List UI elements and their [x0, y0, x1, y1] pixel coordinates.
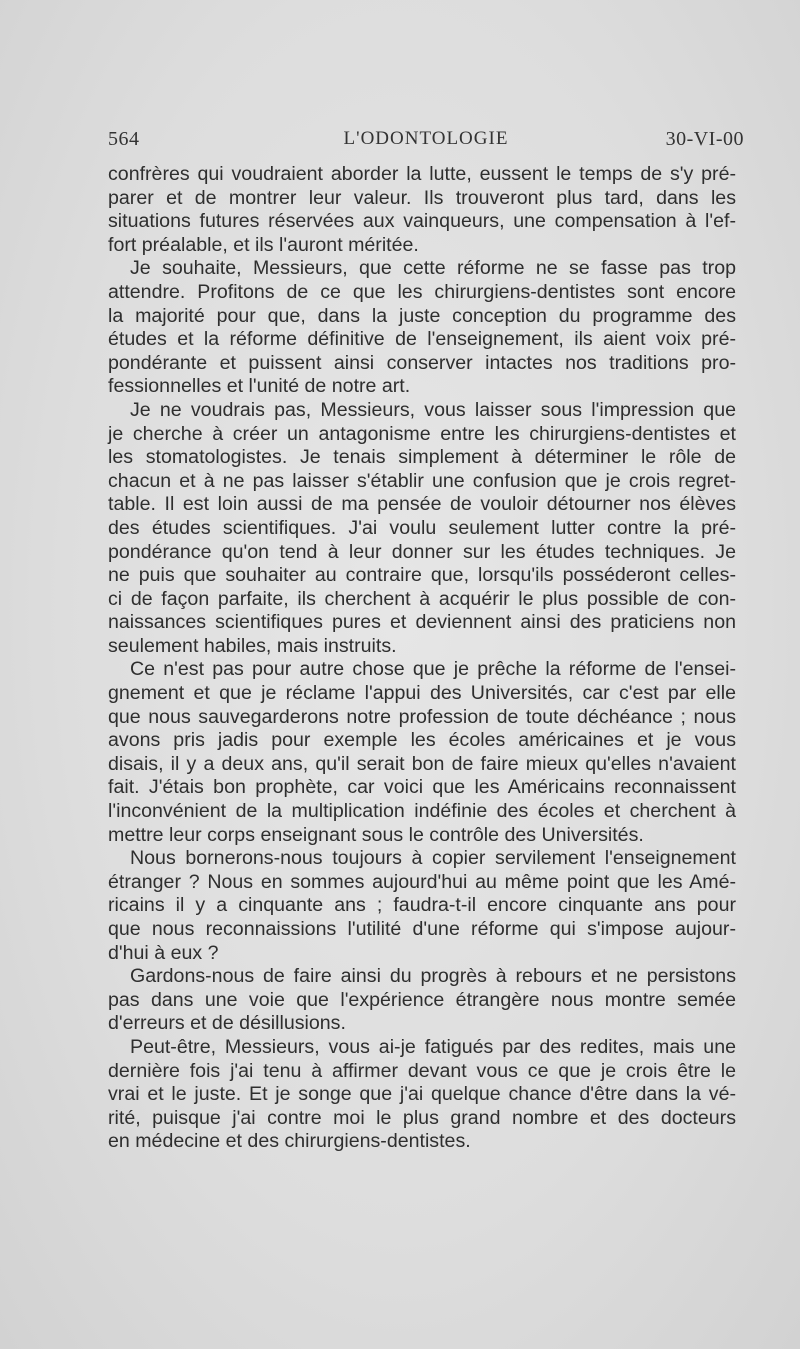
paragraph [108, 257, 736, 399]
text-line: disais, il y a deux ans, qu'il serait bon de faire mieux qu'elles n'avaient [108, 752, 736, 775]
text-line: Gardons-nous de faire ainsi du progrès à rebours et ne persistons [130, 965, 736, 988]
text-line: ci de façon parfaite, ils cherchent à acquérir le plus possible de con- [108, 587, 736, 610]
text-line: Je ne voudrais pas, Messieurs, vous laisser sous l'impression que [130, 398, 736, 421]
text-line: rité, puisque j'ai contre moi le plus grand nombre et des docteurs [108, 1106, 736, 1129]
text-line: Je souhaite, Messieurs, que cette réforme ne se fasse pas trop [130, 257, 736, 280]
text-line: études et la réforme définitive de l'enseignement, ils aient voix pré- [108, 328, 736, 351]
body-text [108, 163, 736, 1154]
paragraph [108, 658, 736, 847]
text-line: la majorité pour que, dans la juste conception du programme des [108, 304, 736, 327]
text-line: Peut-être, Messieurs, vous ai-je fatigués par des redites, mais une [130, 1035, 736, 1058]
text-line: situations futures réservées aux vainqueurs, une compensation à l'ef- [108, 210, 736, 233]
text-line: étranger ? Nous en sommes aujourd'hui au même point que les Amé- [108, 870, 736, 893]
paragraph [108, 163, 736, 257]
text-line: d'erreurs et de désillusions. [108, 1012, 346, 1035]
text-line: d'hui à eux ? [108, 941, 219, 964]
paragraph [108, 399, 736, 659]
text-line: pondérance qu'on tend à leur donner sur les études techniques. Je [108, 540, 736, 563]
text-line: fort préalable, et ils l'auront méritée. [108, 233, 419, 256]
text-line: attendre. Profitons de ce que les chirurgiens-dentistes sont encore [108, 280, 736, 303]
text-line: avons pris jadis pour exemple les écoles américaines et je vous [108, 729, 736, 752]
paragraph [108, 847, 736, 965]
text-line: fessionnelles et l'unité de notre art. [108, 375, 411, 398]
text-line: gnement et que je réclame l'appui des Universités, car c'est par elle [108, 682, 736, 705]
text-line: ne puis que souhaiter au contraire que, lorsqu'ils posséderont celles- [108, 564, 736, 587]
text-line: Ce n'est pas pour autre chose que je prêche la réforme de l'ensei- [130, 658, 736, 681]
running-header [108, 128, 744, 158]
text-line: table. Il est loin aussi de ma pensée de vouloir détourner nos élèves [108, 493, 736, 516]
text-line: naissances scientifiques pures et deviennent ainsi des praticiens non [108, 611, 736, 634]
text-line: je cherche à créer un antagonisme entre les chirurgiens-dentistes et [108, 422, 736, 445]
text-line: chacun et à ne pas laisser s'établir une confusion que je crois regret- [108, 469, 736, 492]
issue-date: 30-VI-00 [665, 128, 744, 150]
paragraph [108, 965, 736, 1036]
text-line: dernière fois j'ai tenu à affirmer devant vous ce que je crois être le [108, 1059, 736, 1082]
text-line: que nous reconnaissions l'utilité d'une réforme qui s'impose aujour- [108, 918, 736, 940]
text-line: des études scientifiques. J'ai voulu seulement lutter contre la pré- [108, 516, 736, 539]
text-line: en médecine et des chirurgiens-dentistes. [108, 1130, 471, 1153]
text-line: Nous bornerons-nous toujours à copier servilement l'enseignement [130, 847, 736, 870]
text-line: pondérante et puissent ainsi conserver intactes nos traditions pro- [108, 351, 736, 374]
journal-title: L'ODONTOLOGIE [343, 128, 509, 149]
text-line: ricains il y a cinquante ans ; faudra-t-il encore cinquante ans pour [108, 894, 736, 917]
paragraph [108, 1036, 736, 1154]
page-number: 564 [108, 128, 140, 150]
text-line: mettre leur corps enseignant sous le contrôle des Universités. [108, 823, 644, 846]
text-line: fait. J'étais bon prophète, car voici que les Américains reconnaissent [108, 776, 736, 799]
text-line: l'inconvénient de la multiplication indéfinie des écoles et cherchent à [108, 800, 736, 823]
text-line: parer et de montrer leur valeur. Ils trouveront plus tard, dans les [108, 186, 736, 209]
text-line: vrai et le juste. Et je songe que j'ai quelque chance d'être dans la vé- [108, 1083, 736, 1106]
text-line: confrères qui voudraient aborder la lutte, eussent le temps de s'y pré- [108, 163, 736, 185]
text-line: seulement habiles, mais instruits. [108, 634, 397, 657]
text-line: pas dans une voie que l'expérience étrangère nous montre semée [108, 988, 736, 1011]
text-line: que nous sauvegarderons notre profession de toute déchéance ; nous [108, 705, 736, 728]
text-line: les stomatologistes. Je tenais simplement à déterminer le rôle de [108, 446, 736, 469]
